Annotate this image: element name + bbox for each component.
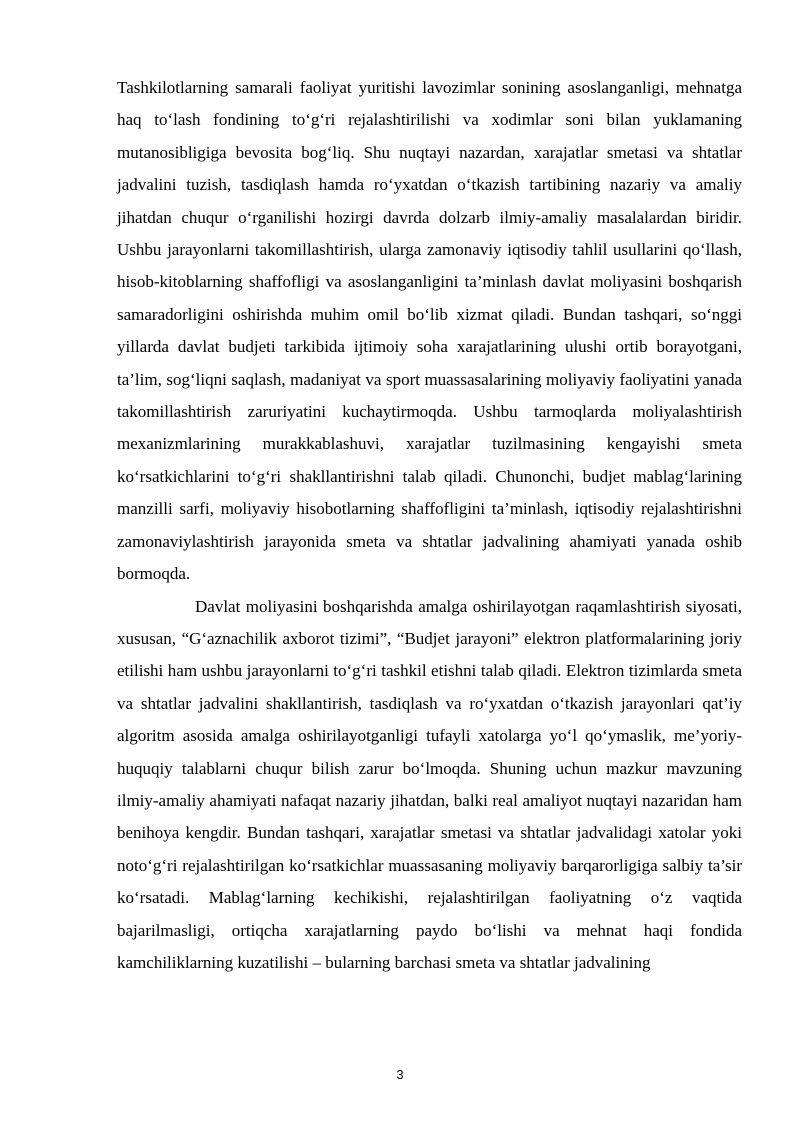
body-paragraph-1: Tashkilotlarning samarali faoliyat yuritishi lavozimlar sonining asoslanganligi, mehnatga haq to‘lash fondining to‘g‘ri rejalashtirilishi va xodimlar soni bilan yuklamaning mutanosibligiga bevosita bog‘liq. Shu nuqtayi nazardan, xarajatlar smetasi va shtatlar jadvalini tuzish, tasdiqlash hamda ro‘yxatdan o‘tkazish tartibining nazariy va amaliy jihatdan chuqur o‘rganilishi hozirgi davrda dolzarb ilmiy-amaliy masalalardan biridir. Ushbu jarayonlarni takomillashtirish, ularga zamonaviy iqtisodiy tahlil usullarini qo‘llash, hisob-kitoblarning shaffofligi va asoslanganligini ta’minlash davlat moliyasini boshqarish samaradorligini oshirishda muhim omil bo‘lib xizmat qiladi. Bundan tashqari, so‘nggi yillarda davlat budjeti tarkibida ijtimoiy soha xarajatlarining ulushi ortib borayotgani, ta’lim, sog‘liqni saqlash, madaniyat va sport muassasalarining moliyaviy faoliyatini yanada takomillashtirish zaruriyatini kuchaytirmoqda. Ushbu tarmoqlarda moliyalashtirish mexanizmlarining murakkablashuvi, xarajatlar tuzilmasining kengayishi smeta ko‘rsatkichlarini to‘g‘ri shakllantirishni talab qiladi. Chunonchi, budjet mablag‘larining manzilli sarfi, moliyaviy hisobotlarning shaffofligini ta’minlash, iqtisodiy rejalashtirishni zamonaviylashtirish jarayonida smeta va shtatlar jadvalining ahamiyati yanada oshib bormoqda. — [117, 78, 742, 584]
body-paragraph-2: Davlat moliyasini boshqarishda amalga oshirilayotgan raqamlashtirish siyosati, xususan, “G‘aznachilik axborot tizimi”, “Budjet jarayoni” elektron platformalarining joriy etilishi ham ushbu jarayonlarni to‘g‘ri tashkil etishni talab qiladi. Elektron tizimlarda smeta va shtatlar jadvalini shakllantirish, tasdiqlash va ro‘yxatdan o‘tkazish jarayonlari qat’iy algoritm asosida amalga oshirilayotganligi tufayli xatolarga yo‘l qo‘ymaslik, me’yoriy-huquqiy talablarni chuqur bilish zarur bo‘lmoqda. Shuning uchun mazkur mavzuning ilmiy-amaliy ahamiyati nafaqat nazariy jihatdan, balki real amaliyot nuqtayi nazaridan ham benihoya kengdir. Bundan tashqari, xarajatlar smetasi va shtatlar jadvalidagi xatolar yoki noto‘g‘ri rejalashtirilgan ko‘rsatkichlar muassasaning moliyaviy barqarorligiga salbiy ta’sir ko‘rsatadi. Mablag‘larning kechikishi, rejalashtirilgan faoliyatning o‘z vaqtida bajarilmasligi, ortiqcha xarajatlarning paydo bo‘lishi va mehnat haqi fondida kamchiliklarning kuzatilishi – bularning barchasi smeta va shtatlar jadvalining — [117, 596, 742, 972]
page-number: 3 — [396, 1067, 404, 1082]
page-body — [117, 72, 742, 979]
